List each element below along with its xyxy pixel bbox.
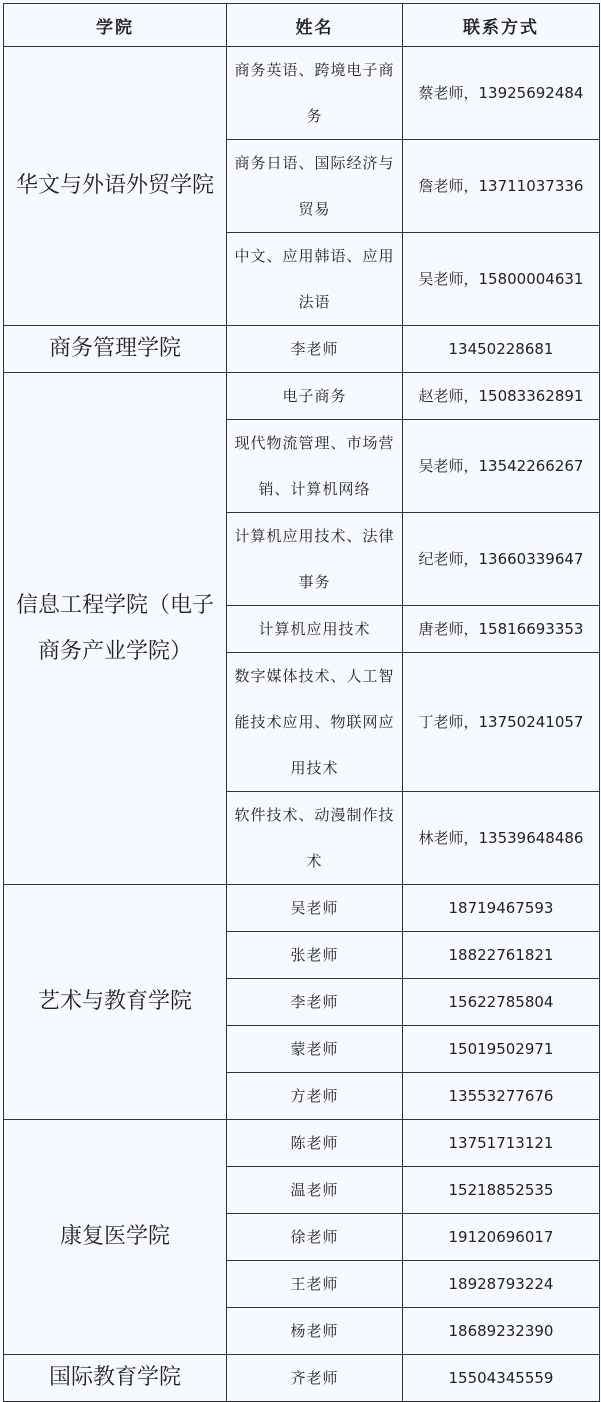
major-or-teacher-cell: 蒙老师 (227, 1026, 403, 1073)
major-or-teacher-cell: 杨老师 (227, 1308, 403, 1355)
contact-cell: 林老师，13539648486 (403, 792, 600, 885)
table-row (4, 1355, 600, 1402)
major-or-teacher-cell: 方老师 (227, 1073, 403, 1120)
major-or-teacher-cell: 中文、应用韩语、应用法语 (227, 233, 403, 326)
contact-cell: 15504345559 (403, 1355, 600, 1402)
table-body (4, 47, 600, 1402)
contact-table (3, 3, 600, 1402)
contact-cell: 18719467593 (403, 885, 600, 932)
college-cell: 信息工程学院（电子商务产业学院） (4, 373, 227, 885)
major-or-teacher-cell: 计算机应用技术 (227, 606, 403, 653)
contact-cell: 18928793224 (403, 1261, 600, 1308)
major-or-teacher-cell: 吴老师 (227, 885, 403, 932)
header-contact: 联系方式 (403, 4, 600, 47)
major-or-teacher-cell: 李老师 (227, 979, 403, 1026)
contact-cell: 唐老师，15816693353 (403, 606, 600, 653)
college-cell: 康复医学院 (4, 1120, 227, 1355)
contact-cell: 丁老师，13750241057 (403, 653, 600, 792)
table-row (4, 47, 600, 140)
college-cell: 艺术与教育学院 (4, 885, 227, 1120)
contact-cell: 赵老师，15083362891 (403, 373, 600, 420)
major-or-teacher-cell: 商务英语、跨境电子商务 (227, 47, 403, 140)
contact-cell: 纪老师，13660339647 (403, 513, 600, 606)
major-or-teacher-cell: 软件技术、动漫制作技术 (227, 792, 403, 885)
header-row (4, 4, 600, 47)
college-cell: 商务管理学院 (4, 326, 227, 373)
contact-cell: 15622785804 (403, 979, 600, 1026)
contact-cell: 吴老师，15800004631 (403, 233, 600, 326)
major-or-teacher-cell: 徐老师 (227, 1214, 403, 1261)
college-cell: 国际教育学院 (4, 1355, 227, 1402)
major-or-teacher-cell: 电子商务 (227, 373, 403, 420)
contact-cell: 13450228681 (403, 326, 600, 373)
table-row (4, 373, 600, 420)
header-name: 姓名 (227, 4, 403, 47)
table-row (4, 1120, 600, 1167)
header-college: 学院 (4, 4, 227, 47)
major-or-teacher-cell: 齐老师 (227, 1355, 403, 1402)
contact-cell: 吴老师，13542266267 (403, 420, 600, 513)
contact-cell: 詹老师，13711037336 (403, 140, 600, 233)
contact-cell: 19120696017 (403, 1214, 600, 1261)
major-or-teacher-cell: 计算机应用技术、法律事务 (227, 513, 403, 606)
table-row (4, 885, 600, 932)
major-or-teacher-cell: 李老师 (227, 326, 403, 373)
major-or-teacher-cell: 张老师 (227, 932, 403, 979)
college-cell: 华文与外语外贸学院 (4, 47, 227, 326)
contact-cell: 18822761821 (403, 932, 600, 979)
table-header (4, 4, 600, 47)
major-or-teacher-cell: 温老师 (227, 1167, 403, 1214)
major-or-teacher-cell: 数字媒体技术、人工智能技术应用、物联网应用技术 (227, 653, 403, 792)
major-or-teacher-cell: 商务日语、国际经济与贸易 (227, 140, 403, 233)
major-or-teacher-cell: 现代物流管理、市场营销、计算机网络 (227, 420, 403, 513)
table-row (4, 326, 600, 373)
contact-cell: 18689232390 (403, 1308, 600, 1355)
contact-cell: 13751713121 (403, 1120, 600, 1167)
contact-cell: 15218852535 (403, 1167, 600, 1214)
major-or-teacher-cell: 陈老师 (227, 1120, 403, 1167)
contact-cell: 13553277676 (403, 1073, 600, 1120)
contact-cell: 15019502971 (403, 1026, 600, 1073)
contact-cell: 蔡老师，13925692484 (403, 47, 600, 140)
major-or-teacher-cell: 王老师 (227, 1261, 403, 1308)
